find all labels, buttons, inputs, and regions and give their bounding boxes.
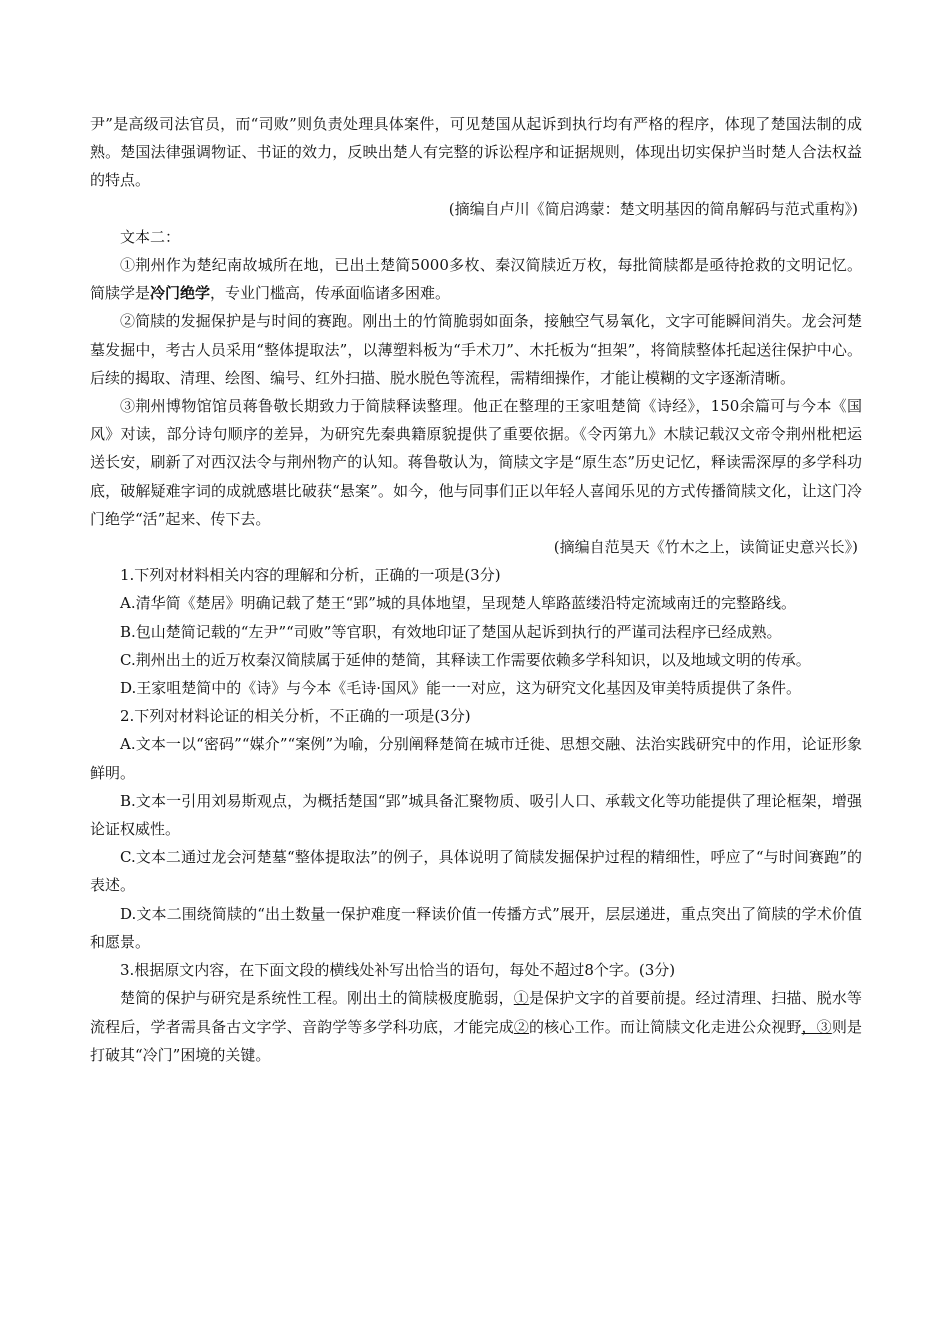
question-2-option-c: C.文本二通过龙会河楚墓“整体提取法”的例子，具体说明了简牍发掘保护过程的精细性，呼应了“与时间赛跑”的表述。	[90, 848, 862, 895]
blank-3: ，③	[801, 1017, 832, 1036]
blank-1: ①	[513, 989, 529, 1008]
text2-heading: 文本二：	[120, 227, 181, 246]
source-text1: (摘编自卢川《简启鸿蒙：楚文明基因的简帛解码与范式重构》)	[448, 199, 858, 218]
question-2-option-a: A.文本一以“密码”“媒介”“案例”为喻，分别阐释楚简在城市迁徙、思想交融、法治实践研究中的作用，论证形象鲜明。	[90, 735, 862, 782]
question-2-option-d: D.文本二围绕简牍的“出土数量一保护难度一释读价值一传播方式”展开，层层递进，重点突出了简牍的学术价值和愿景。	[90, 904, 862, 951]
question-2-option-b: B.文本一引用刘易斯观点，为概括楚国“郢”城具备汇聚物质、吸引人口、承载文化等功能提供了理论框架，增强论证权威性。	[90, 791, 862, 839]
question-1-option-c: C.荆州出土的近万枚秦汉简牍属于延伸的楚简，其释读工作需要依赖多学科知识，以及地域文明的传承。	[120, 650, 811, 669]
question-1-option-a: A.清华简《楚居》明确记载了楚王“郢”城的具体地望，呈现楚人筚路蓝缕沿特定流域南迁的完整路线。	[120, 594, 796, 613]
question-3-passage: 楚简的保护与研究是系统性工程。刚出土的简牍极度脆弱，①是保护文字的首要前提。经过清理、扫描、脱水等流程后，学者需具备古文字学、音韵学等多学科功底，才能完成②的核心工作。而让简牍文化走进公众视野，③则是打破其“冷门”困境的关键。	[90, 989, 862, 1064]
question-2-stem: 2.下列对材料论证的相关分析，不正确的一项是(3分)	[120, 707, 471, 726]
text2-paragraph-3: ③荆州博物馆馆员蒋鲁敬长期致力于简牍释读整理。他正在整理的王家咀楚简《诗经》，150余篇可与今本《国风》对读，部分诗句顺序的差异，为研究先秦典籍原貌提供了重要依据。《令丙第九》木牍记载汉文帝令荆州枇杷运送长安，刷新了对西汉法令与荆州物产的认知。蒋鲁敬认为，简牍文字是“原生态”历史记忆，释读需深厚的多学科功底，破解疑难字词的成就感堪比破获“悬案”。如今，他与同事们正以年轻人喜闻乐见的方式传播简牍文化，让这门冷门绝学“活”起来、传下去。	[90, 397, 862, 528]
question-1-option-b: B.包山楚简记载的“左尹”“司败”等官职，有效地印证了楚国从起诉到执行的严谨司法程序已经成熟。	[120, 622, 782, 641]
question-1-option-d: D.王家咀楚简中的《诗》与今本《毛诗·国风》能一一对应，这为研究文化基因及审美特质提供了条件。	[120, 679, 802, 698]
text2-paragraph-2: ②简牍的发掘保护是与时间的赛跑。刚出土的竹简脆弱如面条，接触空气易氧化，文字可能瞬间消失。龙会河楚墓发掘中，考古人员采用“整体提取法”，以薄塑料板为“手术刀”、木托板为“担架”，将简牍整体托起送往保护中心。后续的揭取、清理、绘图、编号、红外扫描、脱水脱色等流程，需精细操作，才能让模糊的文字逐渐清晰。	[90, 312, 862, 387]
document-page	[90, 110, 862, 1069]
question-3-stem: 3.根据原文内容，在下面文段的横线处补写出恰当的语句，每处不超过8个字。(3分)	[120, 961, 676, 980]
blank-2: ②	[513, 1017, 530, 1036]
source-text2: (摘编自范昊天《竹木之上，读简证史意兴长》)	[553, 538, 858, 557]
text2-paragraph-1: ①荆州作为楚纪南故城所在地，已出土楚简5000多枚、秦汉简牍近万枚，每批简牍都是亟待抢救的文明记忆。简牍学是冷门绝学，专业门槛高，传承面临诸多困难。	[90, 256, 862, 303]
question-1-stem: 1.下列对材料相关内容的理解和分析，正确的一项是(3分)	[120, 566, 501, 585]
bold-term: 冷门绝学	[150, 284, 211, 303]
text1-tail: 尹”是高级司法官员，而“司败”则负责处理具体案件，可见楚国从起诉到执行均有严格的程序，体现了楚国法制的成熟。楚国法律强调物证、书证的效力，反映出楚人有完整的诉讼程序和证据规则，体现出切实保护当时楚人合法权益的特点。	[90, 115, 862, 190]
